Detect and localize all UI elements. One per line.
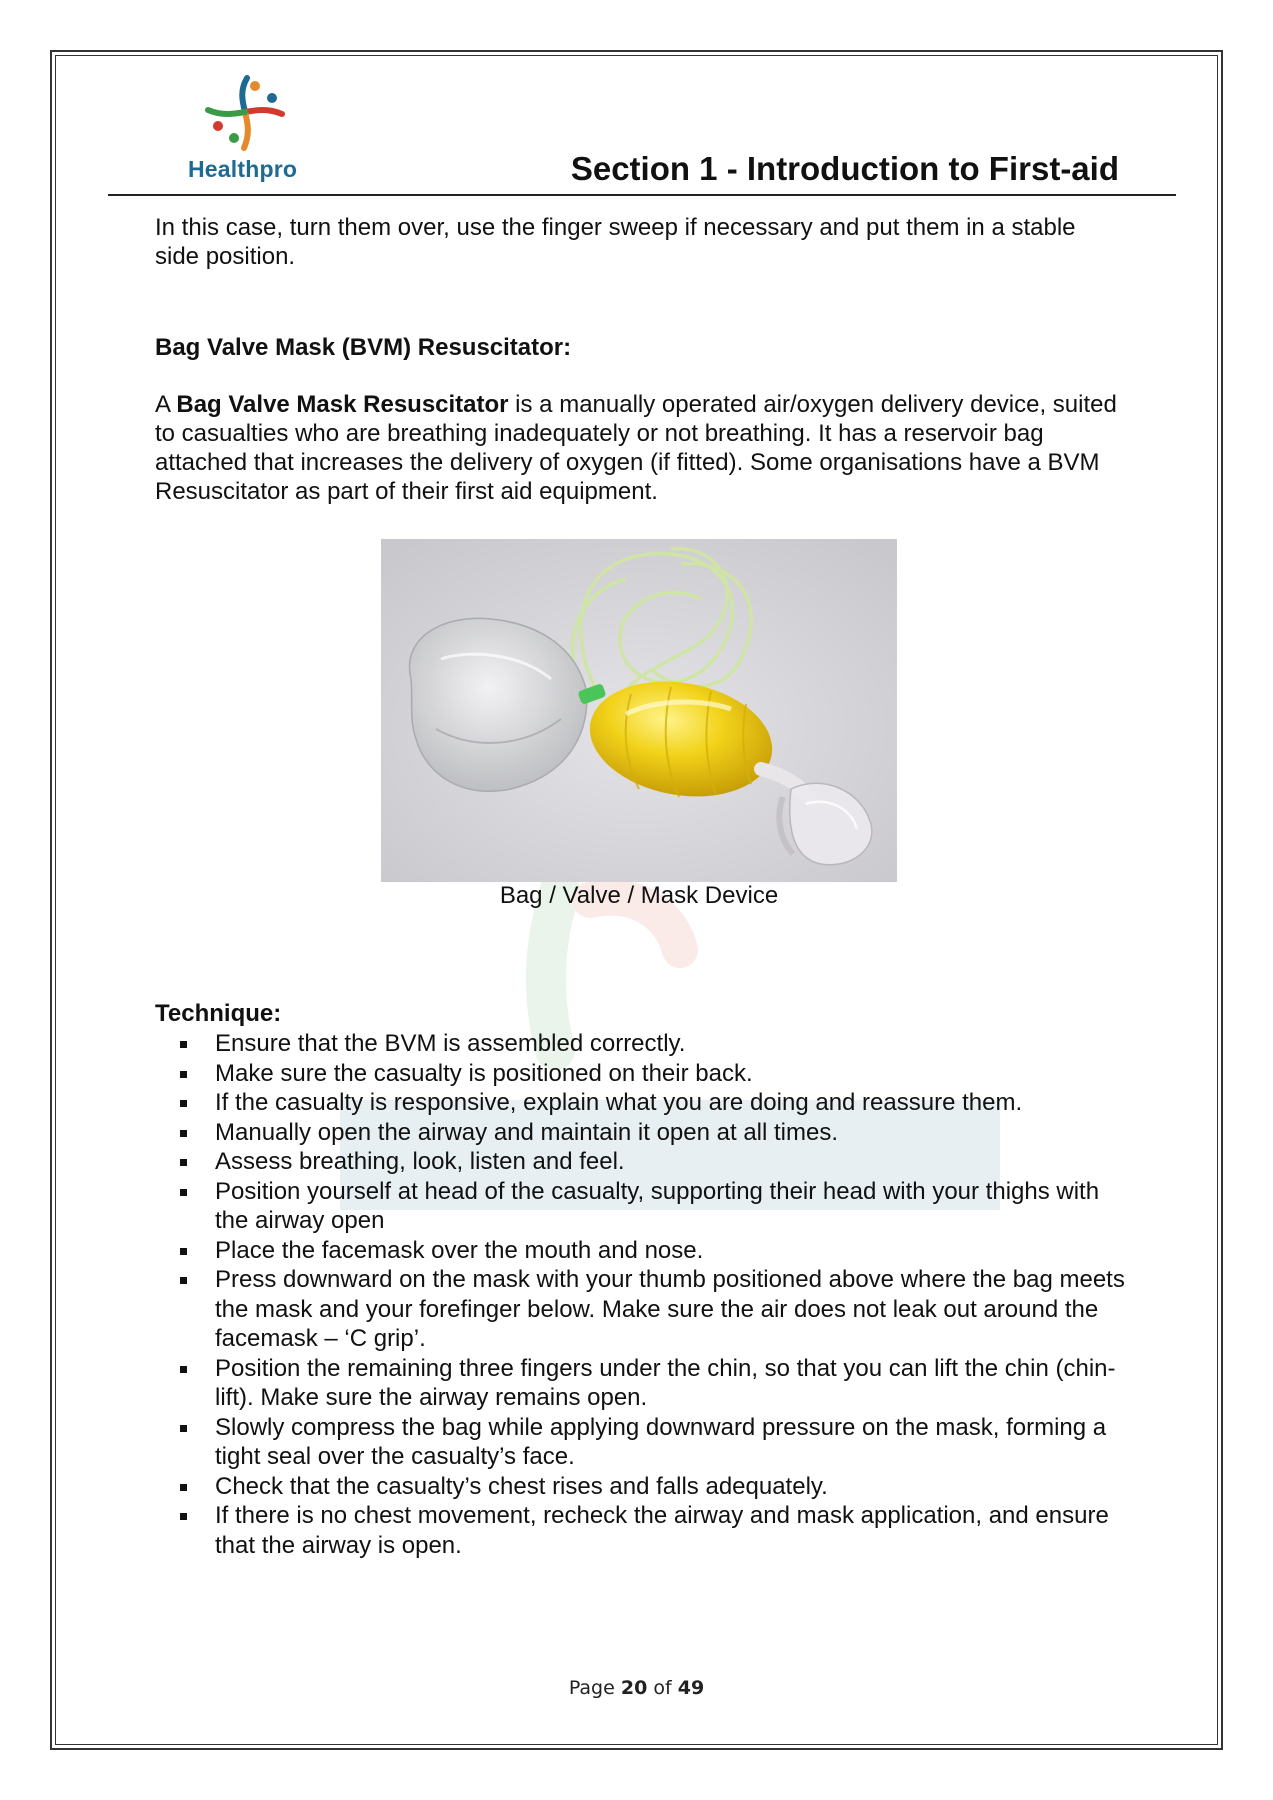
bvm-description bbox=[155, 390, 1125, 506]
header-divider bbox=[108, 194, 1176, 196]
technique-step: Slowly compress the bag while applying downward pressure on the mask, forming a tight seal over the casualty’s face. bbox=[155, 1413, 1135, 1472]
page-footer bbox=[0, 1677, 1273, 1699]
technique-heading: Technique: bbox=[155, 1000, 282, 1027]
bvm-term: Bag Valve Mask Resuscitator bbox=[176, 391, 509, 418]
technique-step: If there is no chest movement, recheck the airway and mask application, and ensure that the airway is open. bbox=[155, 1501, 1135, 1560]
technique-step: Press downward on the mask with your thumb positioned above where the bag meets the mask and your forefinger below. Make sure the air does not leak out around the facemask – ‘C grip’. bbox=[155, 1265, 1135, 1354]
technique-step: Make sure the casualty is positioned on their back. bbox=[155, 1059, 1135, 1089]
technique-step: Assess breathing, look, listen and feel. bbox=[155, 1147, 1135, 1177]
technique-step: Ensure that the BVM is assembled correctly. bbox=[155, 1029, 1135, 1059]
bvm-description-text: is a manually operated air/oxygen delivery device, suited to casualties who are breathing inadequately or not breathing. It has a reservoir bag attached that increases the delivery of oxygen (if fitted). Some organisations have a BVM Resuscitator as part of their first aid equipment. bbox=[155, 391, 1117, 505]
technique-step: Position yourself at head of the casualty, supporting their head with your thighs with the airway open bbox=[155, 1177, 1135, 1236]
technique-step: If the casualty is responsive, explain what you are doing and reassure them. bbox=[155, 1088, 1135, 1118]
of-label: of bbox=[653, 1677, 672, 1699]
figure-caption: Bag / Valve / Mask Device bbox=[499, 882, 779, 909]
technique-step: Check that the casualty’s chest rises and falls adequately. bbox=[155, 1472, 1135, 1502]
bvm-heading: Bag Valve Mask (BVM) Resuscitator: bbox=[155, 334, 572, 361]
healthpro-logo bbox=[180, 72, 310, 187]
intro-paragraph: In this case, turn them over, use the finger sweep if necessary and put them in a stable side position. bbox=[155, 214, 1076, 270]
bvm-description-prefix: A bbox=[155, 391, 177, 418]
technique-step: Place the facemask over the mouth and nose. bbox=[155, 1236, 1135, 1266]
technique-step: Position the remaining three fingers under the chin, so that you can lift the chin (chin-lift). Make sure the airway remains open. bbox=[155, 1354, 1135, 1413]
section-title: Section 1 - Introduction to First-aid bbox=[570, 150, 1119, 187]
bvm-device-photo bbox=[381, 539, 897, 882]
healthpro-cross-icon bbox=[202, 72, 288, 154]
current-page-number: 20 bbox=[620, 1677, 648, 1699]
total-pages: 49 bbox=[677, 1677, 705, 1699]
brand-name: Healthpro bbox=[188, 156, 298, 182]
page-label: Page bbox=[568, 1677, 615, 1699]
technique-steps bbox=[155, 1029, 1135, 1560]
technique-step: Manually open the airway and maintain it open at all times. bbox=[155, 1118, 1135, 1148]
